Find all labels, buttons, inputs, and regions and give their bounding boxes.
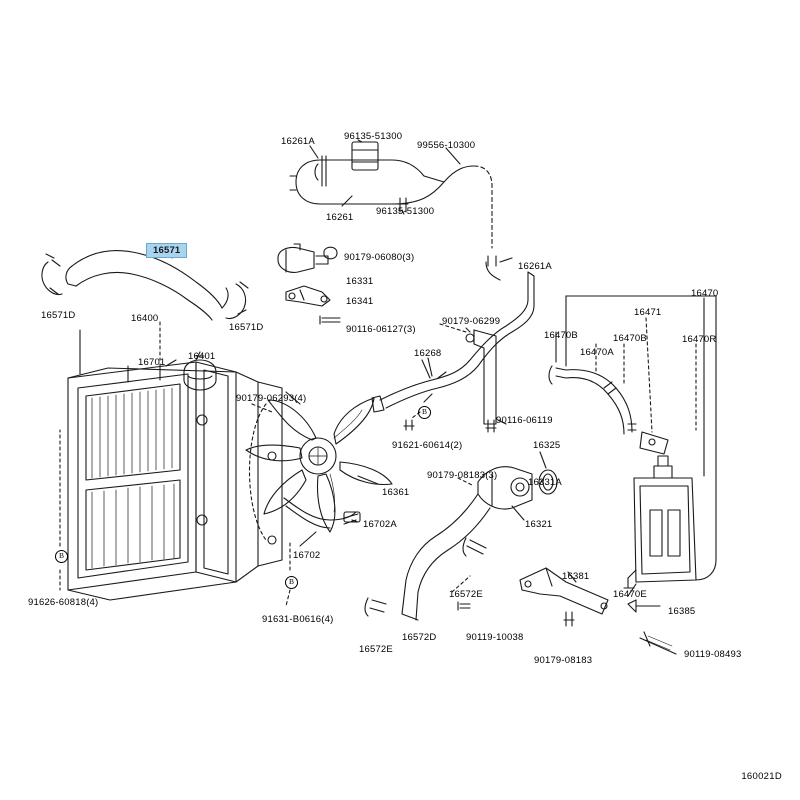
part-number-label[interactable]: 16261A: [281, 136, 315, 147]
part-number-label[interactable]: 16471: [634, 307, 662, 318]
part-number-label[interactable]: 90179-06293(4): [236, 393, 307, 404]
part-number-label[interactable]: 16701: [138, 357, 166, 368]
part-number-label[interactable]: 16325: [533, 440, 561, 451]
part-number-label[interactable]: 16470A: [580, 347, 614, 358]
part-number-label[interactable]: 16331: [346, 276, 374, 287]
part-number-label[interactable]: 16470R: [682, 334, 717, 345]
part-number-label[interactable]: 16261A: [518, 261, 552, 272]
part-number-label[interactable]: 16702A: [363, 519, 397, 530]
highlighted-part-label[interactable]: 16571: [146, 243, 187, 258]
part-number-label[interactable]: 16341: [346, 296, 374, 307]
part-number-label[interactable]: 16571D: [229, 322, 264, 333]
part-number-label[interactable]: 90179-06299: [442, 316, 501, 327]
part-number-label[interactable]: 90179-06080(3): [344, 252, 415, 263]
part-number-label[interactable]: 91626-60818(4): [28, 597, 99, 608]
part-number-label[interactable]: 99556-10300: [417, 140, 476, 151]
part-number-label[interactable]: 16571D: [41, 310, 76, 321]
part-number-label[interactable]: 16261: [326, 212, 354, 223]
callout-marker-b: B: [418, 406, 431, 419]
part-number-label[interactable]: 16400: [131, 313, 159, 324]
part-number-label[interactable]: 90179-08183: [534, 655, 593, 666]
part-number-label[interactable]: 16401: [188, 351, 216, 362]
part-number-label[interactable]: 90119-08493: [684, 649, 742, 660]
part-number-label[interactable]: 90119-10038: [466, 632, 524, 643]
part-number-label[interactable]: 16331A: [528, 477, 562, 488]
part-number-label[interactable]: 91621-60614(2): [392, 440, 463, 451]
part-number-label[interactable]: 96135-51300: [344, 131, 403, 142]
part-number-label[interactable]: 16321: [525, 519, 553, 530]
part-number-label[interactable]: 16470B: [544, 330, 578, 341]
part-number-label[interactable]: 16470E: [613, 589, 647, 600]
part-number-label[interactable]: 16572E: [449, 589, 483, 600]
part-number-label[interactable]: 90116-06127(3): [346, 324, 416, 335]
part-number-label[interactable]: 16470B: [613, 333, 647, 344]
callout-marker-b: B: [55, 550, 68, 563]
part-number-label[interactable]: 90116-06119: [496, 415, 553, 426]
part-number-label[interactable]: 16381: [562, 571, 590, 582]
callout-marker-b: B: [285, 576, 298, 589]
part-number-label[interactable]: 16572D: [402, 632, 437, 643]
part-number-label[interactable]: 16361: [382, 487, 410, 498]
part-number-label[interactable]: 16572E: [359, 644, 393, 655]
part-number-label[interactable]: 16385: [668, 606, 696, 617]
part-number-label[interactable]: 90179-08183(3): [427, 470, 498, 481]
part-number-label[interactable]: 16268: [414, 348, 442, 359]
part-number-label[interactable]: 91631-B0616(4): [262, 614, 334, 625]
diagram-id: 160021D: [741, 771, 782, 782]
part-number-label[interactable]: 16470: [691, 288, 719, 299]
part-number-label[interactable]: 16702: [293, 550, 321, 561]
part-number-label[interactable]: 96135-51300: [376, 206, 435, 217]
